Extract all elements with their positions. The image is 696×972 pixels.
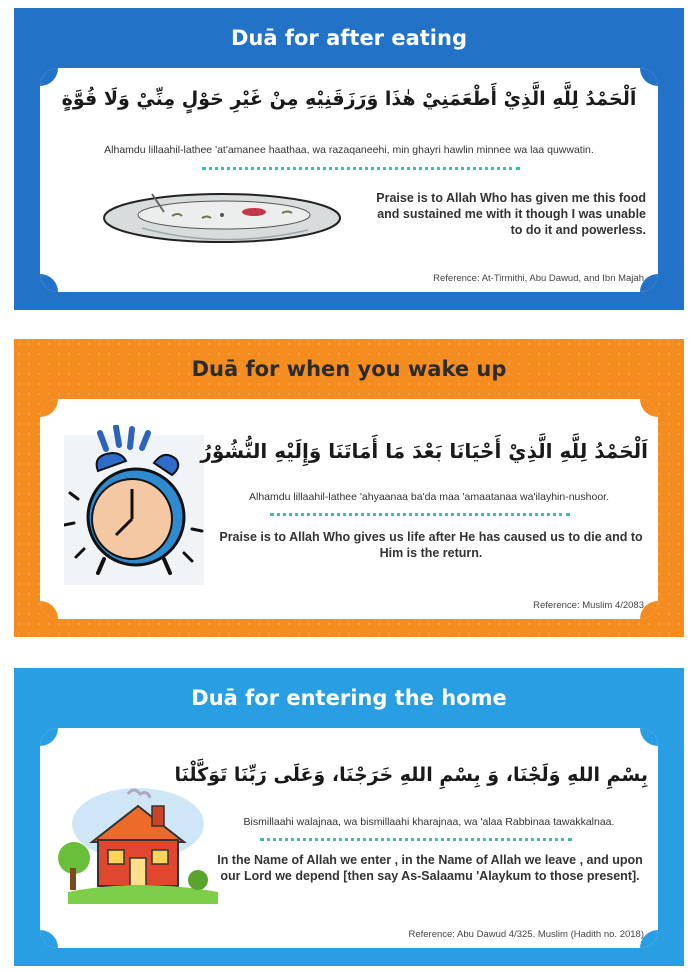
transliteration-text: Alhamdu lillaahil-lathee 'at'amanee haathaa, wa razaqaneehi, min ghayri hawlin minnee wa laa quwwatin. [104, 144, 594, 156]
divider-dots [270, 513, 570, 516]
reference-text: Reference: Abu Dawud 4/325. Muslim (Hadith no. 2018) [408, 929, 644, 940]
divider-dots [260, 838, 572, 841]
dua-card-entering-home [14, 668, 684, 966]
card-title: Duā for after eating [231, 26, 467, 50]
reference-text: Reference: At-Tirmithi, Abu Dawud, and Ibn Majah [433, 273, 644, 284]
card-title: Duā for entering the home [191, 686, 507, 710]
alarm-clock-icon [64, 425, 204, 585]
dua-card-after-eating [14, 8, 684, 310]
meaning-text: Praise is to Allah Who gives us life after He has caused us to die and to Him is the return. [219, 530, 643, 560]
plate-icon [102, 188, 342, 252]
reference-text: Reference: Muslim 4/2083 [533, 600, 644, 611]
transliteration-text: Alhamdu lillaahil-lathee 'ahyaanaa ba'da maa 'amaatanaa wa'ilayhin-nushoor. [248, 491, 609, 503]
meaning-text: Praise is to Allah Who has given me this food and sustained me with it though I was unable to do it and powerless. [376, 191, 646, 237]
arabic-text: اَلْحَمْدُ لِلَّهِ الَّذِيْ أَحْيَانَا بَعْدَ مَا أَمَاتَنَا وَإِلَيْهِ النُّشُوْرُ [200, 439, 648, 463]
card-panel [40, 399, 658, 619]
card-panel [40, 68, 658, 292]
meaning-text: In the Name of Allah we enter , in the Name of Allah we leave , and upon our Lord we depend [then say As-Salaamu 'Alaykum to those present]. [217, 853, 643, 883]
house-icon [58, 784, 218, 904]
card-panel [40, 728, 658, 948]
dua-card-wake-up [14, 339, 684, 637]
arabic-text: اَلْحَمْدُ لِلَّهِ الَّذِيْ أَطْعَمَنِيْ هٰذَا وَرَزَقَنِيْهِ مِنْ غَيْرِ حَوْلٍ مِنِّيْ وَلَا قُوَّةٍ [61, 88, 637, 110]
card-title: Duā for when you wake up [191, 357, 507, 381]
divider-dots [202, 167, 520, 170]
arabic-text: بِسْمِ اللهِ وَلَجْنَا، وَ بِسْمِ اللهِ خَرَجْنَا، وَعَلَى رَبِّنَا تَوَكَّلْنَا [174, 764, 648, 786]
transliteration-text: Bismillaahi walajnaa, wa bismillaahi kharajnaa, wa 'alaa Rabbinaa tawakkalnaa. [243, 816, 615, 828]
